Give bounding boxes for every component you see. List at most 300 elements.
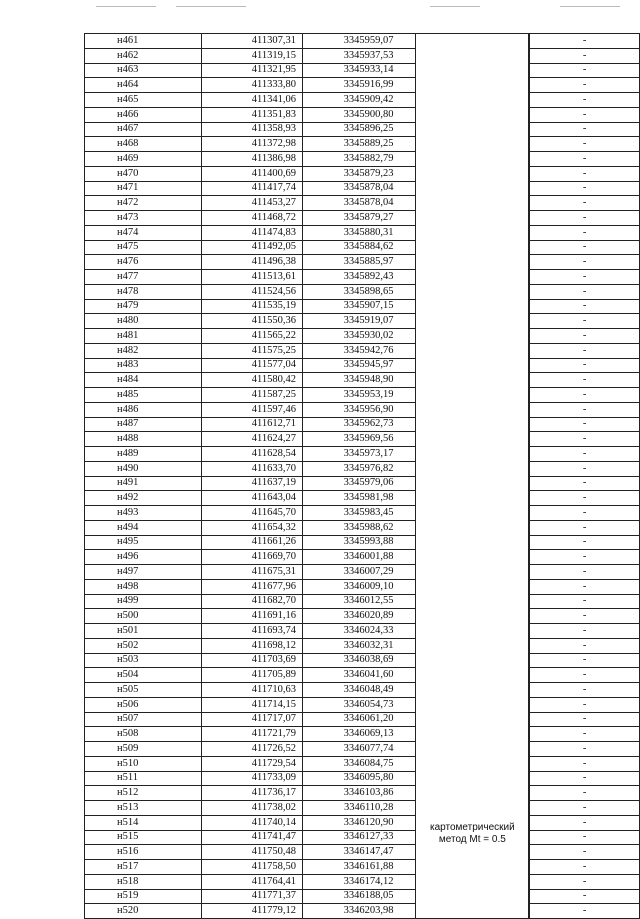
x-coordinate-cell: 411565,22 <box>202 329 303 344</box>
x-coordinate-cell: 411513,61 <box>202 270 303 285</box>
accuracy-cell: - <box>530 402 640 417</box>
y-coordinate-cell: 3346001,88 <box>303 550 416 565</box>
table-row <box>85 107 640 122</box>
accuracy-cell: - <box>530 93 640 108</box>
accuracy-cell: - <box>530 152 640 167</box>
point-id-cell: н490 <box>85 461 202 476</box>
accuracy-cell: - <box>530 63 640 78</box>
table-row <box>85 181 640 196</box>
table-row <box>85 34 640 49</box>
accuracy-cell: - <box>530 727 640 742</box>
point-id-cell: н499 <box>85 594 202 609</box>
accuracy-cell: - <box>530 889 640 904</box>
coordinates-table <box>84 33 640 919</box>
y-coordinate-cell: 3346009,10 <box>303 579 416 594</box>
x-coordinate-cell: 411779,12 <box>202 904 303 919</box>
x-coordinate-cell: 411358,93 <box>202 122 303 137</box>
point-id-cell: н480 <box>85 314 202 329</box>
y-coordinate-cell: 3346069,13 <box>303 727 416 742</box>
y-coordinate-cell: 3345898,65 <box>303 284 416 299</box>
y-coordinate-cell: 3346095,80 <box>303 771 416 786</box>
point-id-cell: н491 <box>85 476 202 491</box>
y-coordinate-cell: 3346077,74 <box>303 742 416 757</box>
point-id-cell: н492 <box>85 491 202 506</box>
table-row <box>85 727 640 742</box>
y-coordinate-cell: 3345969,56 <box>303 432 416 447</box>
y-coordinate-cell: 3345878,04 <box>303 196 416 211</box>
point-id-cell: н502 <box>85 638 202 653</box>
table-row <box>85 166 640 181</box>
point-id-cell: н489 <box>85 447 202 462</box>
accuracy-cell: - <box>530 373 640 388</box>
y-coordinate-cell: 3345885,97 <box>303 255 416 270</box>
table-row <box>85 904 640 919</box>
accuracy-cell: - <box>530 388 640 403</box>
accuracy-cell: - <box>530 358 640 373</box>
point-id-cell: н504 <box>85 668 202 683</box>
point-id-cell: н486 <box>85 402 202 417</box>
table-row <box>85 830 640 845</box>
y-coordinate-cell: 3345930,02 <box>303 329 416 344</box>
table-row <box>85 122 640 137</box>
accuracy-cell: - <box>530 343 640 358</box>
y-coordinate-cell: 3346007,29 <box>303 565 416 580</box>
table-row <box>85 152 640 167</box>
point-id-cell: н483 <box>85 358 202 373</box>
x-coordinate-cell: 411453,27 <box>202 196 303 211</box>
table-row <box>85 845 640 860</box>
x-coordinate-cell: 411575,25 <box>202 343 303 358</box>
point-id-cell: н500 <box>85 609 202 624</box>
point-id-cell: н498 <box>85 579 202 594</box>
table-row <box>85 668 640 683</box>
x-coordinate-cell: 411496,38 <box>202 255 303 270</box>
y-coordinate-cell: 3345879,27 <box>303 211 416 226</box>
accuracy-cell: - <box>530 447 640 462</box>
y-coordinate-cell: 3345945,97 <box>303 358 416 373</box>
x-coordinate-cell: 411624,27 <box>202 432 303 447</box>
table-row <box>85 815 640 830</box>
y-coordinate-cell: 3345942,76 <box>303 343 416 358</box>
accuracy-cell: - <box>530 284 640 299</box>
accuracy-cell: - <box>530 432 640 447</box>
point-id-cell: н510 <box>85 756 202 771</box>
table-row <box>85 299 640 314</box>
table-row <box>85 461 640 476</box>
table-row <box>85 284 640 299</box>
x-coordinate-cell: 411577,04 <box>202 358 303 373</box>
y-coordinate-cell: 3345909,42 <box>303 93 416 108</box>
table-row <box>85 624 640 639</box>
table-row <box>85 801 640 816</box>
y-coordinate-cell: 3346188,05 <box>303 889 416 904</box>
point-id-cell: н518 <box>85 874 202 889</box>
x-coordinate-cell: 411750,48 <box>202 845 303 860</box>
x-coordinate-cell: 411645,70 <box>202 506 303 521</box>
table-row <box>85 653 640 668</box>
x-coordinate-cell: 411587,25 <box>202 388 303 403</box>
x-coordinate-cell: 411703,69 <box>202 653 303 668</box>
y-coordinate-cell: 3345882,79 <box>303 152 416 167</box>
accuracy-cell: - <box>530 329 640 344</box>
x-coordinate-cell: 411468,72 <box>202 211 303 226</box>
point-id-cell: н479 <box>85 299 202 314</box>
accuracy-cell: - <box>530 48 640 63</box>
x-coordinate-cell: 411691,16 <box>202 609 303 624</box>
y-coordinate-cell: 3346147,47 <box>303 845 416 860</box>
table-row <box>85 388 640 403</box>
accuracy-cell: - <box>530 801 640 816</box>
point-id-cell: н506 <box>85 697 202 712</box>
y-coordinate-cell: 3345993,88 <box>303 535 416 550</box>
accuracy-cell: - <box>530 874 640 889</box>
table-row <box>85 874 640 889</box>
point-id-cell: н519 <box>85 889 202 904</box>
x-coordinate-cell: 411612,71 <box>202 417 303 432</box>
point-id-cell: н469 <box>85 152 202 167</box>
accuracy-cell: - <box>530 196 640 211</box>
x-coordinate-cell: 411738,02 <box>202 801 303 816</box>
coordinates-table-body <box>85 34 640 919</box>
accuracy-cell: - <box>530 579 640 594</box>
accuracy-cell: - <box>530 211 640 226</box>
x-coordinate-cell: 411717,07 <box>202 712 303 727</box>
y-coordinate-cell: 3345956,90 <box>303 402 416 417</box>
accuracy-cell: - <box>530 255 640 270</box>
accuracy-cell: - <box>530 137 640 152</box>
table-row <box>85 506 640 521</box>
y-coordinate-cell: 3345983,45 <box>303 506 416 521</box>
x-coordinate-cell: 411321,95 <box>202 63 303 78</box>
y-coordinate-cell: 3345892,43 <box>303 270 416 285</box>
y-coordinate-cell: 3345933,14 <box>303 63 416 78</box>
y-coordinate-cell: 3346041,60 <box>303 668 416 683</box>
point-id-cell: н463 <box>85 63 202 78</box>
table-row <box>85 48 640 63</box>
point-id-cell: н468 <box>85 137 202 152</box>
x-coordinate-cell: 411714,15 <box>202 697 303 712</box>
point-id-cell: н487 <box>85 417 202 432</box>
y-coordinate-cell: 3346127,33 <box>303 830 416 845</box>
table-row <box>85 432 640 447</box>
point-id-cell: н494 <box>85 520 202 535</box>
table-row <box>85 860 640 875</box>
x-coordinate-cell: 411633,70 <box>202 461 303 476</box>
point-id-cell: н470 <box>85 166 202 181</box>
x-coordinate-cell: 411721,79 <box>202 727 303 742</box>
y-coordinate-cell: 3345979,06 <box>303 476 416 491</box>
method-cell <box>416 34 529 919</box>
x-coordinate-cell: 411764,41 <box>202 874 303 889</box>
table-row <box>85 609 640 624</box>
point-id-cell: н472 <box>85 196 202 211</box>
y-coordinate-cell: 3345919,07 <box>303 314 416 329</box>
accuracy-cell: - <box>530 550 640 565</box>
accuracy-cell: - <box>530 683 640 698</box>
table-row <box>85 255 640 270</box>
accuracy-cell: - <box>530 697 640 712</box>
accuracy-cell: - <box>530 122 640 137</box>
x-coordinate-cell: 411705,89 <box>202 668 303 683</box>
x-coordinate-cell: 411682,70 <box>202 594 303 609</box>
point-id-cell: н467 <box>85 122 202 137</box>
table-row <box>85 314 640 329</box>
x-coordinate-cell: 411669,70 <box>202 550 303 565</box>
y-coordinate-cell: 3345896,25 <box>303 122 416 137</box>
accuracy-cell: - <box>530 594 640 609</box>
x-coordinate-cell: 411597,46 <box>202 402 303 417</box>
y-coordinate-cell: 3346020,89 <box>303 609 416 624</box>
accuracy-cell: - <box>530 461 640 476</box>
x-coordinate-cell: 411341,06 <box>202 93 303 108</box>
point-id-cell: н511 <box>85 771 202 786</box>
x-coordinate-cell: 411654,32 <box>202 520 303 535</box>
accuracy-cell: - <box>530 491 640 506</box>
y-coordinate-cell: 3345900,80 <box>303 107 416 122</box>
point-id-cell: н497 <box>85 565 202 580</box>
y-coordinate-cell: 3345884,62 <box>303 240 416 255</box>
table-row <box>85 697 640 712</box>
point-id-cell: н508 <box>85 727 202 742</box>
accuracy-cell: - <box>530 520 640 535</box>
accuracy-cell: - <box>530 240 640 255</box>
table-row <box>85 93 640 108</box>
point-id-cell: н512 <box>85 786 202 801</box>
accuracy-cell: - <box>530 668 640 683</box>
point-id-cell: н471 <box>85 181 202 196</box>
y-coordinate-cell: 3346032,31 <box>303 638 416 653</box>
accuracy-cell: - <box>530 830 640 845</box>
point-id-cell: н507 <box>85 712 202 727</box>
x-coordinate-cell: 411333,80 <box>202 78 303 93</box>
table-row <box>85 447 640 462</box>
accuracy-cell: - <box>530 624 640 639</box>
point-id-cell: н484 <box>85 373 202 388</box>
x-coordinate-cell: 411710,63 <box>202 683 303 698</box>
x-coordinate-cell: 411351,83 <box>202 107 303 122</box>
point-id-cell: н476 <box>85 255 202 270</box>
x-coordinate-cell: 411698,12 <box>202 638 303 653</box>
x-coordinate-cell: 411535,19 <box>202 299 303 314</box>
table-row <box>85 225 640 240</box>
table-row <box>85 756 640 771</box>
y-coordinate-cell: 3346024,33 <box>303 624 416 639</box>
table-row <box>85 240 640 255</box>
accuracy-cell: - <box>530 756 640 771</box>
table-row <box>85 550 640 565</box>
point-id-cell: н477 <box>85 270 202 285</box>
method-text: картометрический метод Mt = 0.5 <box>430 822 515 845</box>
x-coordinate-cell: 411736,17 <box>202 786 303 801</box>
point-id-cell: н474 <box>85 225 202 240</box>
point-id-cell: н473 <box>85 211 202 226</box>
accuracy-cell: - <box>530 78 640 93</box>
y-coordinate-cell: 3346203,98 <box>303 904 416 919</box>
x-coordinate-cell: 411524,56 <box>202 284 303 299</box>
accuracy-cell: - <box>530 535 640 550</box>
x-coordinate-cell: 411400,69 <box>202 166 303 181</box>
y-coordinate-cell: 3345976,82 <box>303 461 416 476</box>
table-row <box>85 329 640 344</box>
table-row <box>85 683 640 698</box>
accuracy-cell: - <box>530 417 640 432</box>
table-row <box>85 358 640 373</box>
accuracy-cell: - <box>530 34 640 49</box>
x-coordinate-cell: 411580,42 <box>202 373 303 388</box>
accuracy-cell: - <box>530 904 640 919</box>
accuracy-cell: - <box>530 107 640 122</box>
x-coordinate-cell: 411675,31 <box>202 565 303 580</box>
point-id-cell: н495 <box>85 535 202 550</box>
point-id-cell: н503 <box>85 653 202 668</box>
x-coordinate-cell: 411628,54 <box>202 447 303 462</box>
accuracy-cell: - <box>530 225 640 240</box>
point-id-cell: н516 <box>85 845 202 860</box>
accuracy-cell: - <box>530 506 640 521</box>
x-coordinate-cell: 411492,05 <box>202 240 303 255</box>
x-coordinate-cell: 411771,37 <box>202 889 303 904</box>
accuracy-cell: - <box>530 181 640 196</box>
point-id-cell: н501 <box>85 624 202 639</box>
point-id-cell: н517 <box>85 860 202 875</box>
point-id-cell: н482 <box>85 343 202 358</box>
table-row <box>85 638 640 653</box>
table-row <box>85 417 640 432</box>
table-row <box>85 78 640 93</box>
point-id-cell: н496 <box>85 550 202 565</box>
table-row <box>85 594 640 609</box>
table-row <box>85 63 640 78</box>
table-row <box>85 520 640 535</box>
table-row <box>85 373 640 388</box>
accuracy-cell: - <box>530 771 640 786</box>
y-coordinate-cell: 3345962,73 <box>303 417 416 432</box>
table-row <box>85 889 640 904</box>
y-coordinate-cell: 3345916,99 <box>303 78 416 93</box>
accuracy-cell: - <box>530 815 640 830</box>
y-coordinate-cell: 3346084,75 <box>303 756 416 771</box>
y-coordinate-cell: 3345879,23 <box>303 166 416 181</box>
accuracy-cell: - <box>530 786 640 801</box>
table-row <box>85 565 640 580</box>
table-row <box>85 196 640 211</box>
point-id-cell: н464 <box>85 78 202 93</box>
accuracy-cell: - <box>530 712 640 727</box>
x-coordinate-cell: 411319,15 <box>202 48 303 63</box>
x-coordinate-cell: 411726,52 <box>202 742 303 757</box>
x-coordinate-cell: 411733,09 <box>202 771 303 786</box>
table-row <box>85 771 640 786</box>
accuracy-cell: - <box>530 314 640 329</box>
point-id-cell: н478 <box>85 284 202 299</box>
table-row <box>85 491 640 506</box>
point-id-cell: н485 <box>85 388 202 403</box>
x-coordinate-cell: 411741,47 <box>202 830 303 845</box>
y-coordinate-cell: 3346120,90 <box>303 815 416 830</box>
x-coordinate-cell: 411372,98 <box>202 137 303 152</box>
accuracy-cell: - <box>530 845 640 860</box>
x-coordinate-cell: 411729,54 <box>202 756 303 771</box>
y-coordinate-cell: 3345973,17 <box>303 447 416 462</box>
x-coordinate-cell: 411474,83 <box>202 225 303 240</box>
accuracy-cell: - <box>530 299 640 314</box>
y-coordinate-cell: 3345878,04 <box>303 181 416 196</box>
x-coordinate-cell: 411740,14 <box>202 815 303 830</box>
y-coordinate-cell: 3346174,12 <box>303 874 416 889</box>
point-id-cell: н520 <box>85 904 202 919</box>
point-id-cell: н509 <box>85 742 202 757</box>
accuracy-cell: - <box>530 638 640 653</box>
point-id-cell: н462 <box>85 48 202 63</box>
y-coordinate-cell: 3346061,20 <box>303 712 416 727</box>
table-row <box>85 712 640 727</box>
table-row <box>85 742 640 757</box>
y-coordinate-cell: 3346110,28 <box>303 801 416 816</box>
point-id-cell: н488 <box>85 432 202 447</box>
table-row <box>85 579 640 594</box>
table-row <box>85 535 640 550</box>
point-id-cell: н461 <box>85 34 202 49</box>
accuracy-cell: - <box>530 742 640 757</box>
accuracy-cell: - <box>530 476 640 491</box>
x-coordinate-cell: 411417,74 <box>202 181 303 196</box>
accuracy-cell: - <box>530 653 640 668</box>
accuracy-cell: - <box>530 166 640 181</box>
table-row <box>85 476 640 491</box>
point-id-cell: н481 <box>85 329 202 344</box>
y-coordinate-cell: 3346012,55 <box>303 594 416 609</box>
point-id-cell: н514 <box>85 815 202 830</box>
x-coordinate-cell: 411677,96 <box>202 579 303 594</box>
accuracy-cell: - <box>530 565 640 580</box>
y-coordinate-cell: 3345937,53 <box>303 48 416 63</box>
y-coordinate-cell: 3346038,69 <box>303 653 416 668</box>
y-coordinate-cell: 3346048,49 <box>303 683 416 698</box>
point-id-cell: н465 <box>85 93 202 108</box>
x-coordinate-cell: 411643,04 <box>202 491 303 506</box>
point-id-cell: н466 <box>85 107 202 122</box>
y-coordinate-cell: 3345953,19 <box>303 388 416 403</box>
y-coordinate-cell: 3346161,88 <box>303 860 416 875</box>
x-coordinate-cell: 411550,36 <box>202 314 303 329</box>
y-coordinate-cell: 3346054,73 <box>303 697 416 712</box>
table-row <box>85 211 640 226</box>
y-coordinate-cell: 3346103,86 <box>303 786 416 801</box>
y-coordinate-cell: 3345907,15 <box>303 299 416 314</box>
accuracy-cell: - <box>530 270 640 285</box>
point-id-cell: н475 <box>85 240 202 255</box>
y-coordinate-cell: 3345948,90 <box>303 373 416 388</box>
x-coordinate-cell: 411758,50 <box>202 860 303 875</box>
y-coordinate-cell: 3345988,62 <box>303 520 416 535</box>
x-coordinate-cell: 411661,26 <box>202 535 303 550</box>
point-id-cell: н505 <box>85 683 202 698</box>
x-coordinate-cell: 411637,19 <box>202 476 303 491</box>
table-row <box>85 402 640 417</box>
accuracy-cell: - <box>530 860 640 875</box>
table-row <box>85 270 640 285</box>
table-row <box>85 786 640 801</box>
x-coordinate-cell: 411307,31 <box>202 34 303 49</box>
point-id-cell: н515 <box>85 830 202 845</box>
x-coordinate-cell: 411693,74 <box>202 624 303 639</box>
y-coordinate-cell: 3345981,98 <box>303 491 416 506</box>
point-id-cell: н493 <box>85 506 202 521</box>
y-coordinate-cell: 3345959,07 <box>303 34 416 49</box>
table-row <box>85 343 640 358</box>
x-coordinate-cell: 411386,98 <box>202 152 303 167</box>
table-row <box>85 137 640 152</box>
